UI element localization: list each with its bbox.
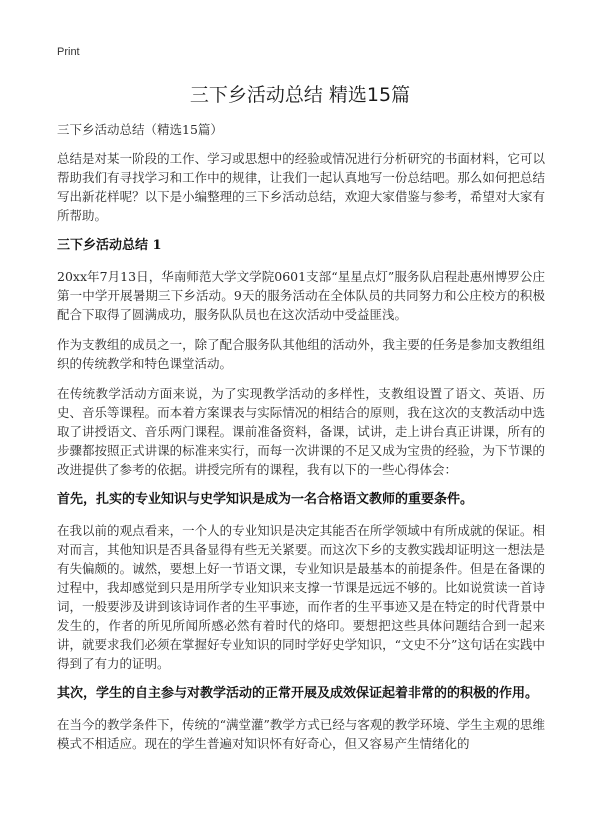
body-paragraph: 20xx年7月13日，华南师范大学文学院0601支部“星星点灯”服务队启程赴惠州博罗公庄第一中学开展暑期三下乡活动。9天的服务活动在全体队员的共同努力和公庄校方的积极配合下取得了圆满成功，服务队队员也在这次活动中受益匪浅。 xyxy=(57,269,545,322)
intro-paragraph: 总结是对某一阶段的工作、学习或思想中的经验或情况进行分析研究的书面材料，它可以帮助我们有寻找学习和工作中的规律，让我们一起认真地写一份总结吧。那么如何把总结写出新花样呢？以下是小编整理的三下乡活动总结，欢迎大家借鉴与参考，希望对大家有所帮助。 xyxy=(57,151,545,223)
body-paragraph: 在当今的教学条件下，传统的“满堂灌”教学方式已经与客观的教学环境、学生主观的思维模式不相适应。现在的学生普遍对知识怀有好奇心，但又容易产生情绪化的 xyxy=(57,717,545,751)
body-paragraph: 作为支教组的成员之一，除了配合服务队其他组的活动外，我主要的任务是参加支教组组织的传统教学和特色课堂活动。 xyxy=(57,337,545,371)
point-heading: 其次，学生的自主参与对教学活动的正常开展及成效保证起着非常的的积极的作用。 xyxy=(57,686,539,701)
section-heading: 三下乡活动总结 1 xyxy=(57,238,162,253)
document-body xyxy=(57,120,545,764)
point-heading: 首先，扎实的专业知识与史学知识是成为一名合格语文教师的重要条件。 xyxy=(57,492,474,507)
body-paragraph: 在我以前的观点看来，一个人的专业知识是决定其能否在所学领域中有所成就的保证。相对而言，其他知识是否具备显得有些无关紧要。而这次下乡的支教实践却证明这一想法是有失偏颇的。诚然，要想上好一节语文课，专业知识是最基本的前提条件。但是在备课的过程中，我却感觉到只是用所学专业知识来支撑一节课是远远不够的。比如说赏读一首诗词，一般要涉及讲到该诗词作者的生平事迹，而作者的生平事迹又是在特定的时代背景中发生的，作者的所见所闻所感必然有着时代的烙印。要想把这些具体问题结合到一起来讲，就要求我们必须在掌握好专业知识的同时学好史学知识，“文史不分”这句话在实践中得到了有力的证明。 xyxy=(57,523,545,671)
body-paragraph: 在传统教学活动方面来说，为了实现教学活动的多样性，支教组设置了语文、英语、历史、音乐等课程。而本着方案课表与实际情况的相结合的原则，我在这次的支教活动中选取了讲授语文、音乐两门课程。课前准备资料，备课，试讲，走上讲台真正讲课，所有的步骤都按照正式讲课的标准来实行，而每一次讲课的不足又成为宝贵的经验，为下节课的改进提供了参考的依据。讲授完所有的课程，我有以下的一些心得体会： xyxy=(57,386,545,477)
print-label: Print xyxy=(57,46,80,58)
document-subtitle: 三下乡活动总结（精选15篇） xyxy=(57,122,223,137)
document-title: 三下乡活动总结 精选15篇 xyxy=(189,84,411,106)
